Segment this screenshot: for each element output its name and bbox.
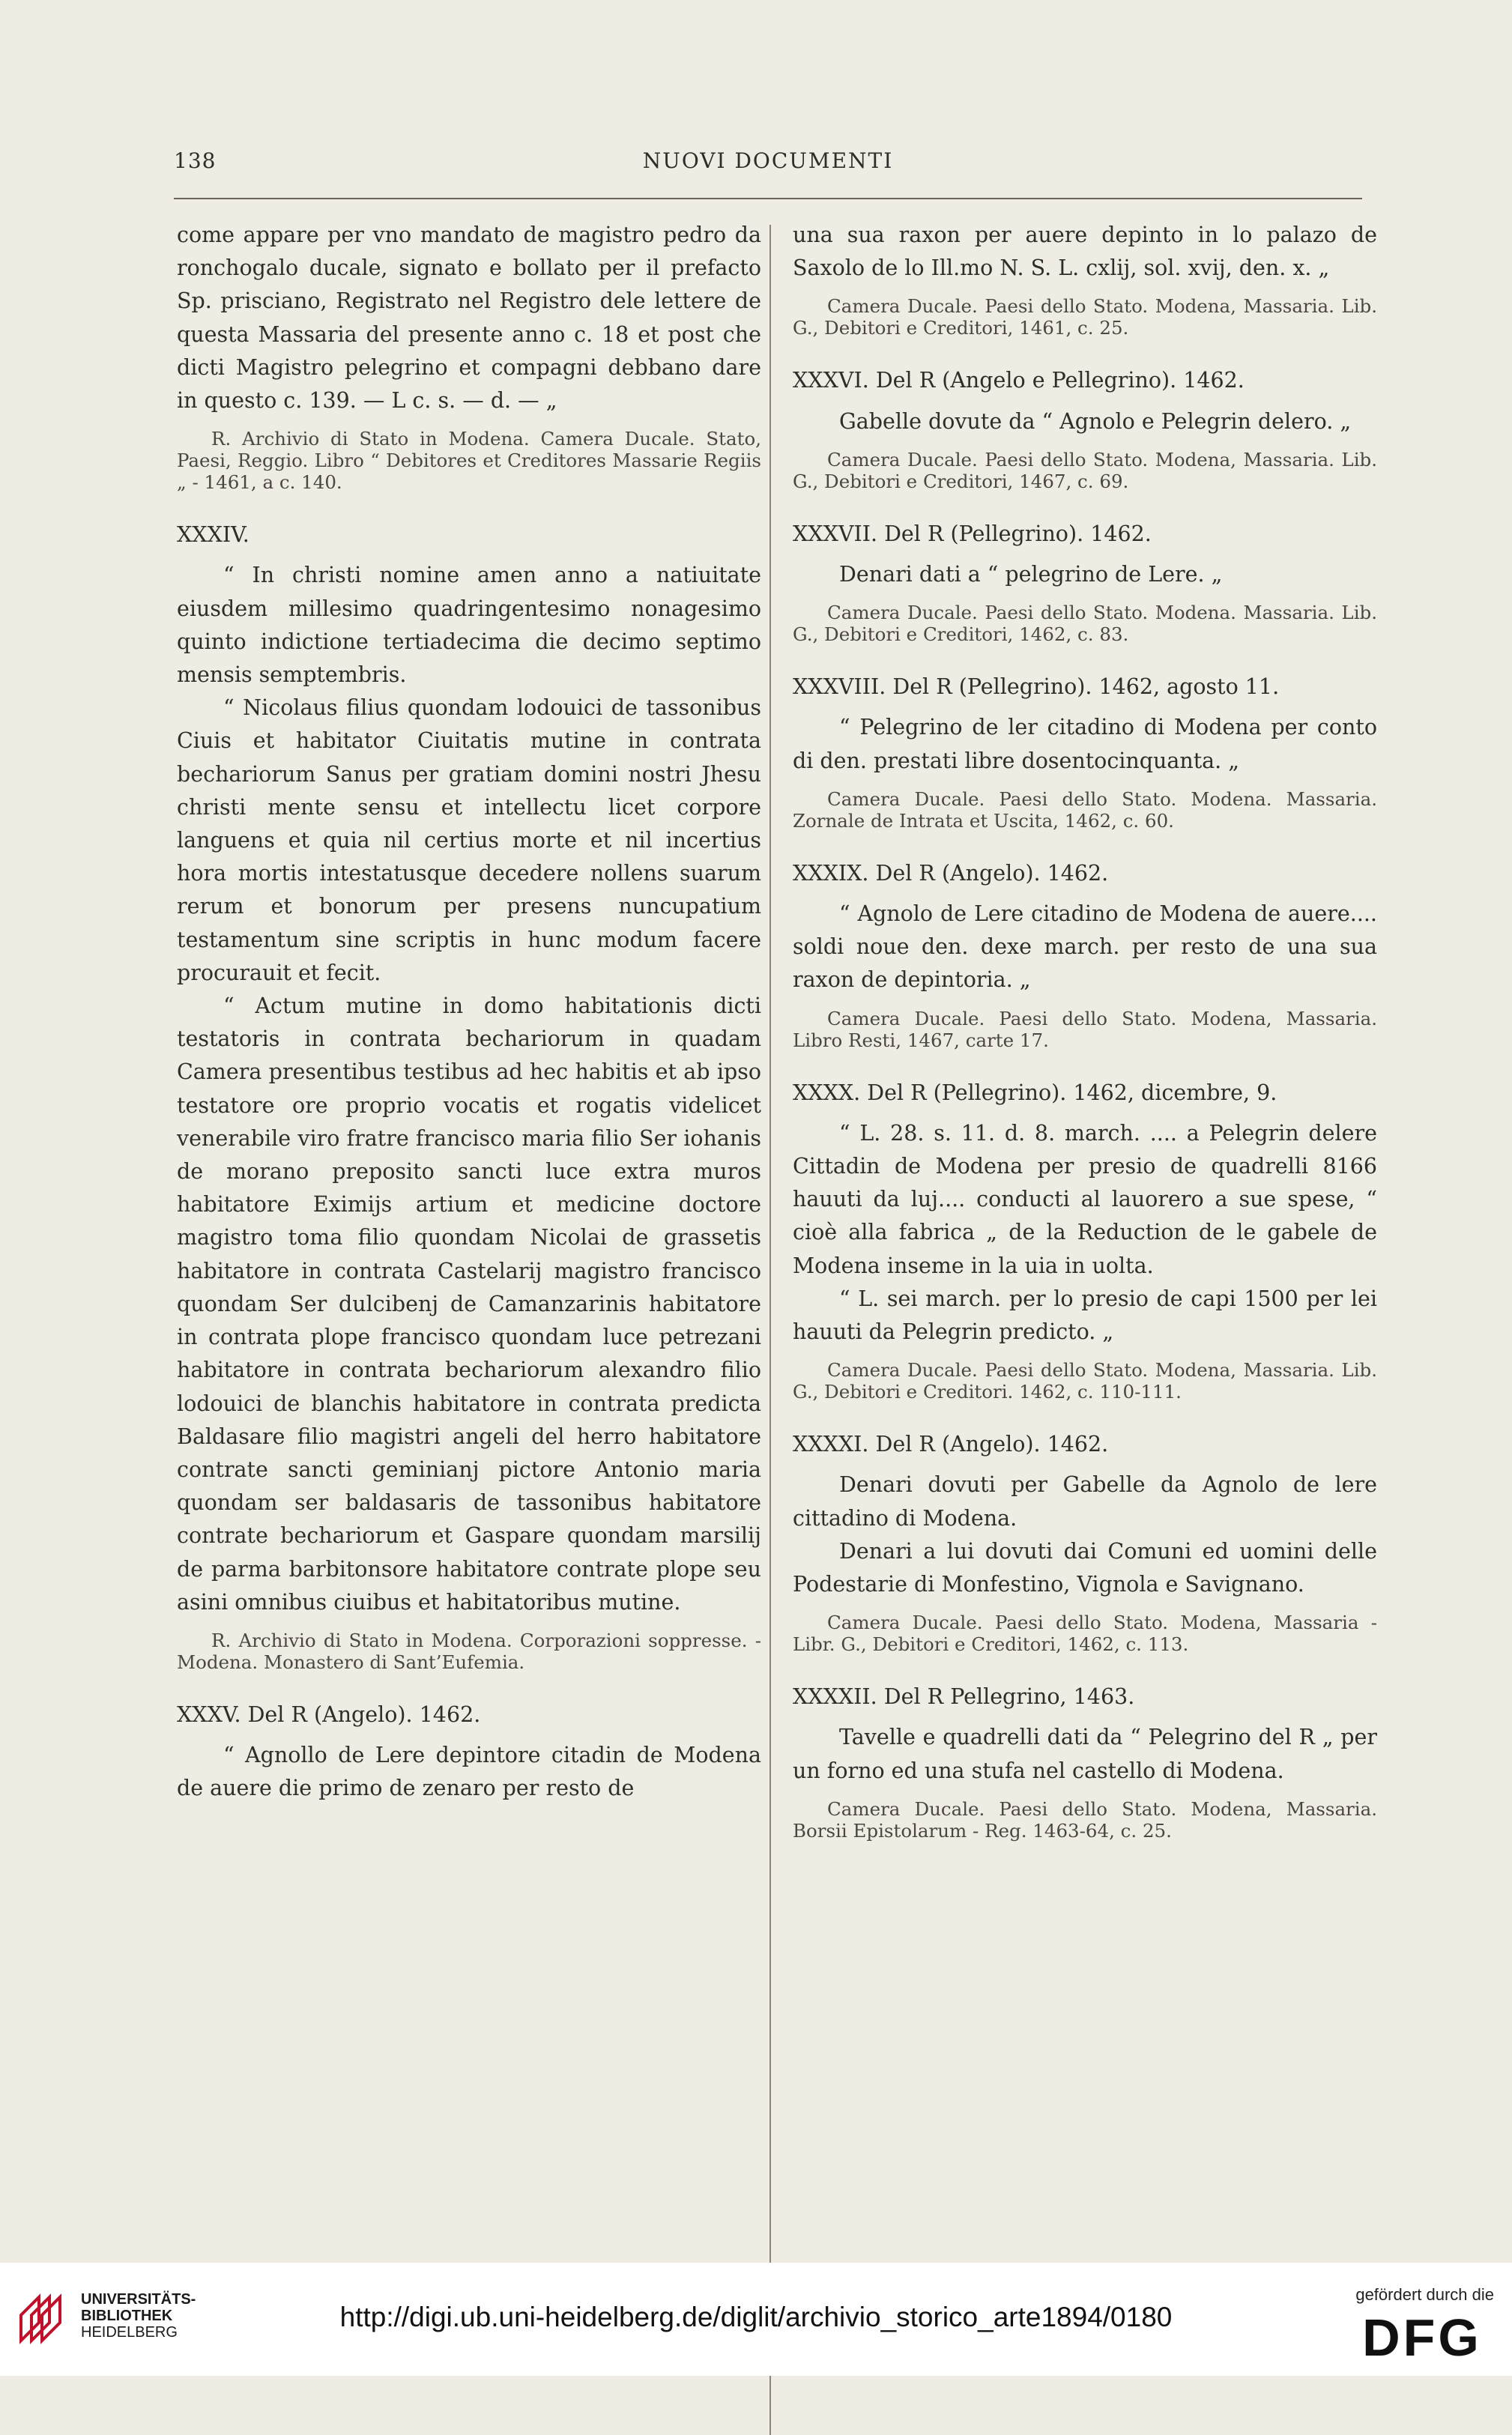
paragraph: “ Agnollo de Lere depintore citadin de Modena de auere die primo de zenaro per resto de xyxy=(177,1743,761,1801)
archive-reference: Camera Ducale. Paesi dello Stato. Modena, Massaria. Lib. G., Debitori e Creditori, 1461, c. 25. xyxy=(793,295,1377,339)
library-name-line: BIBLIOTHEK xyxy=(81,2308,173,2324)
entry-heading: XXXV. Del R (Angelo). 1462. xyxy=(177,1702,481,1727)
running-head xyxy=(174,148,1362,178)
right-column xyxy=(793,219,1377,1852)
paragraph: “ Agnolo de Lere citadino de Modena de auere.... soldi noue den. dexe march. per resto de una sua raxon de depintoria. „ xyxy=(793,901,1377,993)
entry-heading: XXXX. Del R (Pellegrino). 1462, dicembre, 9. xyxy=(793,1080,1277,1105)
svg-text:DFG: DFG xyxy=(1362,2309,1482,2363)
paragraph: “ Pelegrino de ler citadino di Modena per conto di den. prestati libre dosentocinquanta. „ xyxy=(793,715,1377,773)
entry-heading: XXXXII. Del R Pellegrino, 1463. xyxy=(793,1684,1135,1710)
header-rule xyxy=(174,198,1362,199)
library-name-line: HEIDELBERG xyxy=(81,2324,178,2341)
paragraph: Gabelle dovute da “ Agnolo e Pelegrin delero. „ xyxy=(839,408,1352,434)
archive-reference: Camera Ducale. Paesi dello Stato. Modena, Massaria - Libr. G., Debitori e Creditori, 1462, c. 113. xyxy=(793,1612,1377,1656)
column-divider xyxy=(769,225,771,2435)
paragraph: Tavelle e quadrelli dati da “ Pelegrino del R „ per un forno ed una stufa nel castello di Modena. xyxy=(793,1725,1377,1783)
archive-reference: Camera Ducale. Paesi dello Stato. Modena. Massaria. Lib. G., Debitori e Creditori, 1462, c. 83. xyxy=(793,602,1377,646)
archive-reference: Camera Ducale. Paesi dello Stato. Modena, Massaria. Borsii Epistolarum - Reg. 1463-64, c. 25. xyxy=(793,1797,1377,1842)
dfg-logo-icon xyxy=(1349,2309,1496,2363)
entry-heading: XXXVI. Del R (Angelo e Pellegrino). 1462. xyxy=(793,368,1245,393)
entry-heading: XXXXI. Del R (Angelo). 1462. xyxy=(793,1432,1109,1457)
paragraph: “ Nicolaus filius quondam lodouici de tassonibus Ciuis et habitator Ciuitatis mutine in contrata bechariorum Sanus per gratiam domini nostri Jhesu christi mente sensu et intellectu licet corpore languens et quia nil certius morte et nil incertius hora mortis intestatusque decedere nollens suarum rerum et bonorum per presens nuncupatium testamentum sine scriptis in hunc modum facere procurauit et fecit. xyxy=(177,695,761,985)
paragraph: “ Actum mutine in domo habitationis dicti testatoris in contrata bechariorum in quadam Camera presentibus testibus ad hec habitis et ab ipso testatore ore proprio vocatis et rogatis videlicet venerabile viro fratre francisco maria filio Ser iohanis de morano preposito sancti luce extra muros habitatore Eximijs artium et medicine doctore magistro toma filio quondam Nicolai de grassetis habitatore in contrata Castelarij magistro francisco quondam Ser dulcibenj de Camanzarinis habitatore in contrata plope francisco quondam luce petrezani habitatore in contrata bechariorum alexandro filio lodouici de blanchis habitatore in contrata predicta Baldasare filio magistri angeli del herro habitatore contrate sancti geminianj pictore Antonio maria quondam ser baldasaris de tassonibus habitatore contrate bechariorum et Gaspare quondam marsilij de parma barbitonsore habitatore contrate plope seu asini omnibus ciuibus et habitatoribus mutine. xyxy=(177,993,761,1615)
paragraph: “ L. sei march. per lo presio de capi 1500 per lei hauuti da Pelegrin predicto. „ xyxy=(793,1286,1377,1345)
paragraph: “ L. 28. s. 11. d. 8. march. .... a Pelegrin delere Cittadin de Modena per presio de quadrelli 8166 hauuti da luj.... conducti al lauorero a sue spese, “ cioè alla fabrica „ de la Reduction de le gabele de Modena inseme in la uia in uolta. xyxy=(793,1120,1377,1278)
left-column xyxy=(177,219,761,1806)
page-number: 138 xyxy=(174,148,217,173)
archive-reference: Camera Ducale. Paesi dello Stato. Modena. Massaria. Zornale de Intrata et Uscita, 1462, c. 60. xyxy=(793,787,1377,832)
archive-reference: R. Archivio di Stato in Modena. Camera Ducale. Stato, Paesi, Reggio. Libro “ Debitores et Creditores Massarie Regiis „ - 1461, a c. 140. xyxy=(177,428,761,494)
permalink-url[interactable]: http://digi.ub.uni-heidelberg.de/diglit/archivio_storico_arte1894/0180 xyxy=(339,2302,1173,2332)
paragraph: Denari dovuti per Gabelle da Agnolo de lere cittadino di Modena. xyxy=(793,1472,1377,1531)
archive-reference: Camera Ducale. Paesi dello Stato. Modena, Massaria. Libro Resti, 1467, carte 17. xyxy=(793,1007,1377,1051)
entry-heading: XXXVIII. Del R (Pellegrino). 1462, agosto 11. xyxy=(793,674,1280,700)
entry-heading: XXXVII. Del R (Pellegrino). 1462. xyxy=(793,521,1152,546)
digitization-footer xyxy=(0,2263,1512,2376)
entry-heading: XXXIX. Del R (Angelo). 1462. xyxy=(793,860,1109,886)
archive-reference: Camera Ducale. Paesi dello Stato. Modena, Massaria. Lib. G., Debitori e Creditori, 1467, c. 69. xyxy=(793,448,1377,492)
page-header-title: NUOVI DOCUMENTI xyxy=(642,148,894,173)
paragraph: Denari dati a “ pelegrino de Lere. „ xyxy=(839,562,1223,587)
entry-heading: XXXIV. xyxy=(177,522,250,548)
funding-note: gefördert durch die xyxy=(1355,2285,1494,2304)
paragraph: Denari a lui dovuti dai Comuni ed uomini delle Podestarie di Monfestino, Vignola e Savignano. xyxy=(793,1538,1377,1597)
paragraph: “ In christi nomine amen anno a natiuitate eiusdem millesimo quadringentesimo nonagesimo quinto indictione tertiadecima die decimo septimo mensis semptembris. xyxy=(177,563,761,688)
archive-reference: Camera Ducale. Paesi dello Stato. Modena, Massaria. Lib. G., Debitori e Creditori. 1462, c. 110-111. xyxy=(793,1359,1377,1403)
paragraph: come appare per vno mandato de magistro pedro da ronchogalo ducale, signato e bollato per il prefacto Sp. prisciano, Registrato nel Registro dele lettere de questa Massaria del presente anno c. 18 et post che dicti Magistro pelegrino et compagni debbano dare in questo c. 139. — L c. s. — d. — „ xyxy=(177,223,761,414)
paragraph: una sua raxon per auere depinto in lo palazo de Saxolo de lo Ill.mo N. S. L. cxlij, sol. xvij, den. x. „ xyxy=(793,223,1377,281)
archive-reference: R. Archivio di Stato in Modena. Corporazioni soppresse. - Modena. Monastero di Sant’Eufemia. xyxy=(177,1629,761,1673)
library-name-line: UNIVERSITÄTS- xyxy=(81,2291,196,2308)
